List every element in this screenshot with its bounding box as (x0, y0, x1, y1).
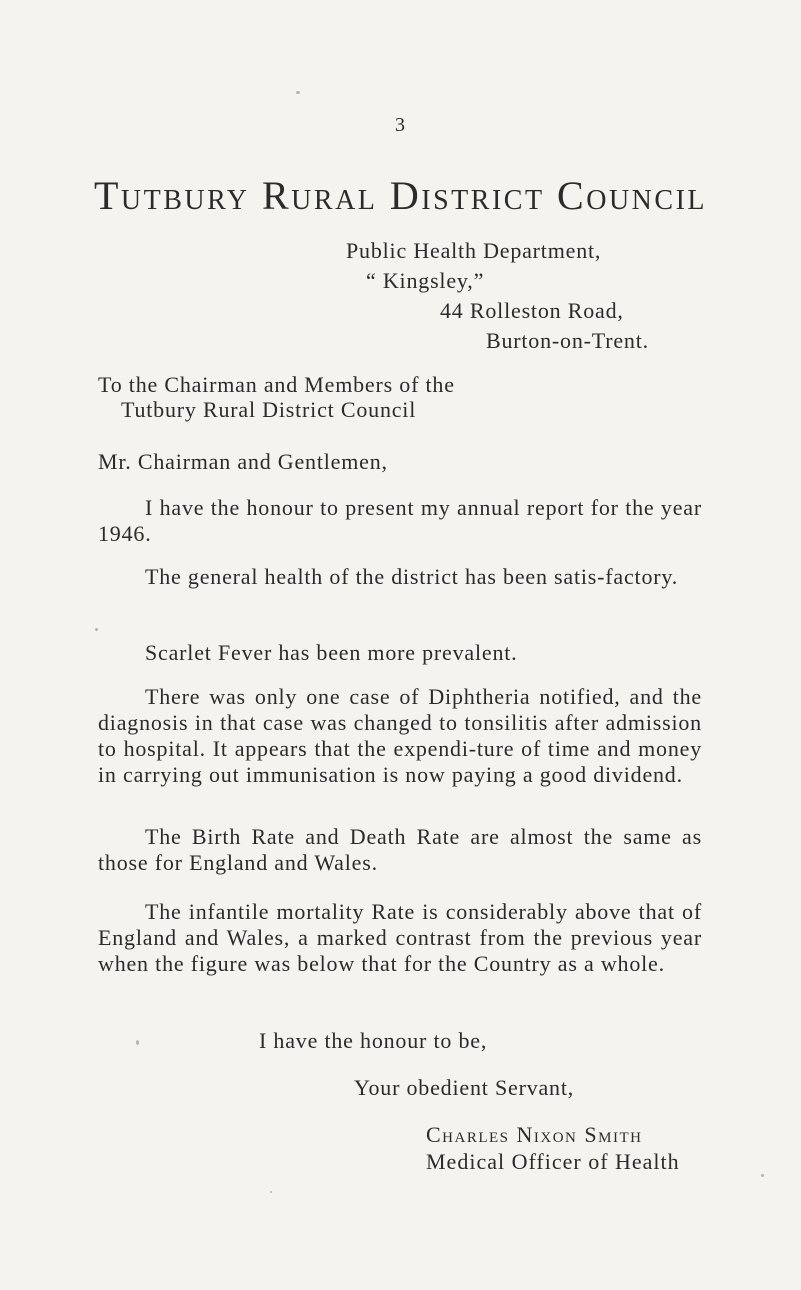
signatory-name: Charles Nixon Smith (426, 1122, 643, 1147)
address-line: 44 Rolleston Road, (440, 298, 624, 323)
closing-line: Your obedient Servant, (354, 1075, 575, 1100)
report-paragraph: There was only one case of Diphtheria notified, and the diagnosis in that case was changed to tonsilitis after admission to hospital. It appears that the expendi-ture of time and money in carrying out immunisation is now paying a good dividend. (98, 684, 702, 787)
recipient-line: Tutbury Rural District Council (121, 397, 417, 422)
paper-speck (296, 91, 300, 94)
recipient-block (98, 372, 455, 422)
report-paragraph: I have the honour to present my annual report for the year 1946. (98, 495, 702, 546)
paper-speck (270, 1191, 272, 1193)
recipient-line: To the Chairman and Members of the (98, 372, 455, 397)
signature-block (426, 1121, 680, 1175)
report-paragraph: Scarlet Fever has been more prevalent. (145, 640, 518, 665)
address-line: Burton-on-Trent. (486, 328, 649, 353)
paper-speck (761, 1174, 764, 1177)
address-line: Public Health Department, (346, 238, 602, 263)
paper-speck (136, 1040, 139, 1045)
closing-line: I have the honour to be, (259, 1028, 488, 1053)
paper-speck (95, 628, 98, 631)
document-title: Tutbury Rural District Council (93, 173, 708, 218)
report-paragraph: The general health of the district has been satis-factory. (145, 564, 679, 589)
report-paragraph: The infantile mortality Rate is considerably above that of England and Wales, a marked contrast from the previous year when the figure was below that for the Country as a whole. (98, 899, 702, 976)
report-paragraph: The Birth Rate and Death Rate are almost the same as those for England and Wales. (98, 824, 702, 875)
page-number: 3 (395, 114, 406, 136)
address-line: “ Kingsley,” (366, 268, 485, 293)
signatory-title: Medical Officer of Health (426, 1149, 680, 1174)
greeting: Mr. Chairman and Gentlemen, (98, 449, 388, 474)
